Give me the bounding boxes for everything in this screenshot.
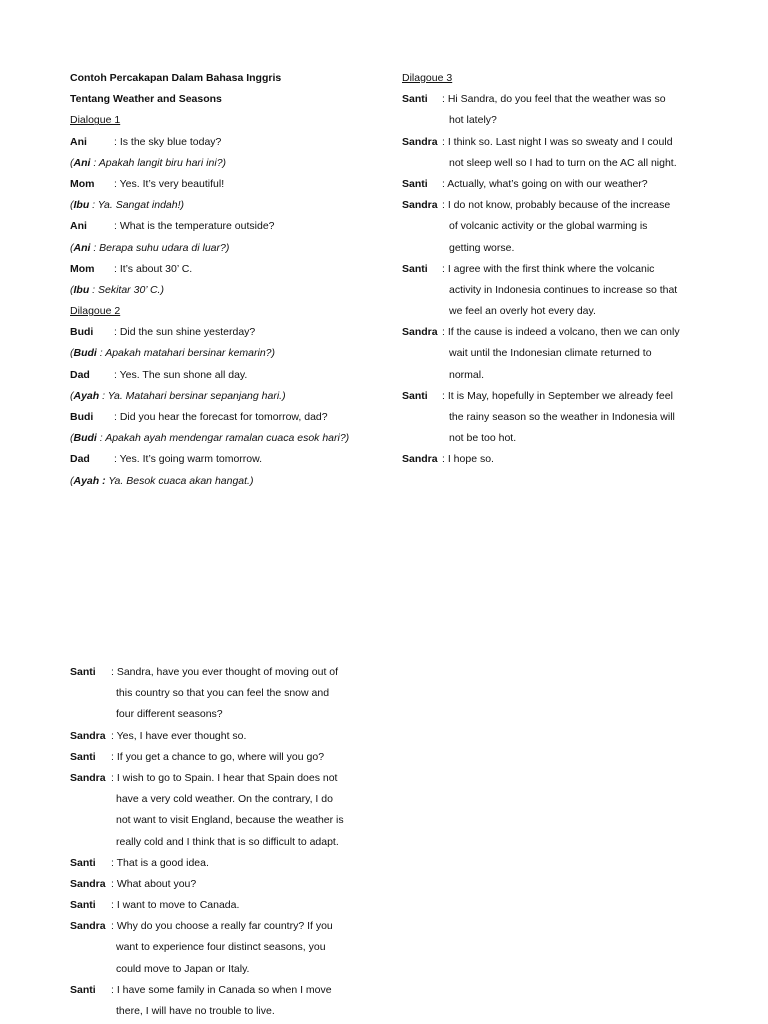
continuation-line — [402, 238, 680, 259]
utterance-continued: we feel an overly hot every day. — [449, 305, 596, 318]
dialogue-line — [70, 132, 349, 153]
dialogue-line — [70, 407, 349, 428]
translation-line: (Ibu : Ya. Sangat indah!) — [70, 199, 185, 212]
right-column — [402, 68, 680, 471]
translation-text: : Berapa suhu udara di luar?) — [90, 241, 230, 254]
translation-speaker: Budi — [73, 432, 97, 445]
utterance: : If you get a chance to go, where will you go? — [111, 750, 325, 763]
document-subtitle: Tentang Weather and Seasons — [70, 93, 222, 106]
continuation-line — [70, 810, 344, 831]
dialogue-line — [70, 216, 349, 237]
speaker-name: Santi — [402, 93, 428, 106]
translation-text: : Apakah langit biru hari ini?) — [90, 156, 227, 169]
utterance-continued: hot lately? — [449, 114, 497, 127]
utterance: : What about you? — [111, 877, 197, 890]
continuation-line — [70, 789, 338, 810]
speaker-name: Santi — [70, 983, 96, 996]
left-column — [70, 68, 349, 492]
dialogue-line — [402, 259, 680, 280]
utterance-continued: there, I will have no trouble to live. — [116, 1005, 275, 1017]
continuation-line — [402, 216, 680, 237]
speaker-name: Santi — [402, 262, 428, 275]
utterance: : Yes. It’s going warm tomorrow. — [114, 453, 263, 466]
dialogue-line — [402, 89, 680, 110]
translation-line: (Ayah : Ya. Matahari bersinar sepanjang hari.) — [70, 389, 286, 402]
dialogue-line — [70, 174, 349, 195]
utterance: : Did the sun shine yesterday? — [114, 326, 256, 339]
translation-speaker: Ibu — [73, 283, 90, 296]
utterance: : I think so. Last night I was so sweaty and I could — [442, 135, 673, 148]
utterance: : I do not know, probably because of the increase — [442, 199, 671, 212]
dialogue-line — [402, 132, 680, 153]
speaker-name: Santi — [70, 899, 96, 912]
translation-speaker: Ayah : — [73, 474, 106, 487]
speaker-name: Sandra — [402, 135, 438, 148]
utterance-continued: want to experience four distinct seasons, you — [116, 941, 326, 954]
utterance-continued: not want to visit England, because the weather is — [116, 814, 344, 827]
utterance-continued: have a very cold weather. On the contrary, I do — [116, 793, 333, 806]
continuation-line — [402, 301, 680, 322]
utterance: : Hi Sandra, do you feel that the weather was so — [442, 93, 666, 106]
utterance-continued: could move to Japan or Italy. — [116, 962, 250, 975]
utterance-continued: getting worse. — [449, 241, 515, 254]
translation-line: (Budi : Apakah matahari bersinar kemarin?) — [70, 347, 276, 360]
continuation-line — [402, 110, 680, 131]
document-title: Contoh Percakapan Dalam Bahasa Inggris — [70, 72, 282, 84]
dialogue-line — [402, 449, 680, 470]
speaker-name: Dad — [70, 453, 90, 466]
speaker-name: Mom — [70, 177, 95, 190]
translation-text: : Ya. Sangat indah!) — [89, 199, 185, 212]
translation-text: Ya. Besok cuaca akan hangat.) — [105, 474, 254, 487]
translation-line: (Ibu : Sekitar 30’ C.) — [70, 283, 164, 296]
speaker-name: Santi — [402, 389, 428, 402]
dialogue-3-heading: Dilagoue 3 — [402, 72, 453, 84]
continuation-line — [70, 683, 338, 704]
translation-speaker: Ani — [73, 156, 91, 169]
translation-line: (Ani : Berapa suhu udara di luar?) — [70, 241, 230, 254]
continuation-line — [70, 959, 338, 980]
speaker-name: Sandra — [402, 199, 438, 212]
dialogue-line — [402, 174, 680, 195]
utterance: : Why do you choose a really far country? If you — [111, 920, 333, 933]
speaker-name: Santi — [70, 856, 96, 869]
utterance: : If the cause is indeed a volcano, then we can only — [442, 326, 680, 339]
continuation-line — [402, 365, 680, 386]
translation-line: (Ani : Apakah langit biru hari ini?) — [70, 156, 227, 169]
dialogue-line — [402, 195, 680, 216]
utterance-continued: wait until the Indonesian climate returned to — [449, 347, 652, 360]
translation-line: (Budi : Apakah ayah mendengar ramalan cuaca esok hari?) — [70, 432, 350, 445]
speaker-name: Budi — [70, 411, 94, 423]
dialogue-line — [70, 322, 349, 343]
translation-speaker: Budi — [73, 347, 97, 360]
speaker-name: Sandra — [70, 729, 106, 742]
speaker-name: Ani — [70, 135, 87, 148]
translation-speaker: Ani — [73, 241, 91, 254]
continuation-line — [70, 937, 338, 958]
utterance: : It’s about 30’ C. — [114, 262, 193, 275]
utterance-continued: really cold and I think that is so difficult to adapt. — [116, 835, 339, 848]
continuation-line — [402, 428, 680, 449]
utterance: : What is the temperature outside? — [114, 220, 275, 233]
translation-speaker: Ibu — [73, 199, 90, 212]
translation-text: : Ya. Matahari bersinar sepanjang hari.) — [99, 389, 286, 402]
dialogue-1-heading: Dialogue 1 — [70, 114, 121, 127]
utterance: : Yes, I have ever thought so. — [111, 729, 247, 742]
speaker-name: Santi — [402, 177, 428, 190]
utterance-continued: normal. — [449, 368, 485, 381]
utterance: : I want to move to Canada. — [111, 899, 240, 912]
speaker-name: Sandra — [402, 453, 438, 466]
translation-text: : Sekitar 30’ C.) — [89, 283, 164, 296]
translation-text: : Apakah matahari bersinar kemarin?) — [96, 347, 276, 360]
utterance-continued: four different seasons? — [116, 708, 223, 721]
continuation-line — [70, 832, 338, 853]
dialogue-line — [70, 874, 338, 895]
utterance-continued: not be too hot. — [449, 432, 517, 445]
dialogue-line — [70, 259, 349, 280]
speaker-name: Mom — [70, 262, 95, 275]
speaker-name: Sandra — [70, 771, 106, 784]
continuation-line — [402, 153, 680, 174]
dialogue-line — [70, 916, 338, 937]
continuation-line — [402, 407, 680, 428]
utterance: : I agree with the first think where the volcanic — [442, 262, 655, 275]
continuation-line — [402, 280, 680, 301]
translation-speaker: Ayah — [73, 389, 100, 402]
continuation-line — [70, 704, 338, 725]
utterance: : That is a good idea. — [111, 856, 209, 869]
utterance-continued: this country so that you can feel the snow and — [116, 687, 330, 700]
translation-line: (Ayah : Ya. Besok cuaca akan hangat.) — [70, 474, 254, 487]
utterance-continued: activity in Indonesia continues to increase so that — [449, 283, 678, 296]
utterance: : I hope so. — [442, 453, 494, 466]
utterance-continued: of volcanic activity or the global warming is — [449, 220, 648, 233]
utterance-continued: not sleep well so I had to turn on the AC all night. — [449, 156, 677, 169]
continuation-line — [402, 343, 680, 364]
utterance: : Actually, what’s going on with our weather? — [442, 177, 648, 190]
speaker-name: Sandra — [70, 920, 106, 933]
speaker-name: Santi — [70, 750, 96, 763]
dialogue-line — [70, 980, 338, 1001]
dialogue-line — [70, 726, 338, 747]
speaker-name: Sandra — [402, 326, 438, 339]
utterance-continued: the rainy season so the weather in Indonesia will — [449, 411, 675, 423]
continuation-line — [70, 1001, 338, 1022]
lower-dialogue — [70, 662, 344, 1022]
utterance: : Is the sky blue today? — [114, 135, 222, 148]
utterance: : Did you hear the forecast for tomorrow, dad? — [114, 411, 328, 423]
dialogue-line — [70, 449, 349, 470]
translation-text: : Apakah ayah mendengar ramalan cuaca esok hari?) — [96, 432, 350, 445]
dialogue-line — [402, 322, 680, 343]
dialogue-line — [70, 853, 338, 874]
utterance: : I have some family in Canada so when I move — [111, 983, 332, 996]
dialogue-line — [70, 365, 349, 386]
speaker-name: Dad — [70, 368, 90, 381]
speaker-name: Ani — [70, 220, 87, 233]
dialogue-line — [402, 386, 680, 407]
utterance: : Yes. The sun shone all day. — [114, 368, 248, 381]
speaker-name: Budi — [70, 326, 94, 339]
speaker-name: Sandra — [70, 877, 106, 890]
dialogue-2-heading: Dilagoue 2 — [70, 305, 121, 318]
dialogue-line — [70, 768, 338, 789]
dialogue-line — [70, 662, 338, 683]
utterance: : I wish to go to Spain. I hear that Spain does not — [111, 771, 338, 784]
dialogue-line — [70, 747, 338, 768]
utterance: : Yes. It’s very beautiful! — [114, 177, 225, 190]
speaker-name: Santi — [70, 666, 96, 678]
dialogue-line — [70, 895, 338, 916]
utterance: : Sandra, have you ever thought of moving out of — [111, 666, 339, 678]
utterance: : It is May, hopefully in September we already feel — [442, 389, 673, 402]
